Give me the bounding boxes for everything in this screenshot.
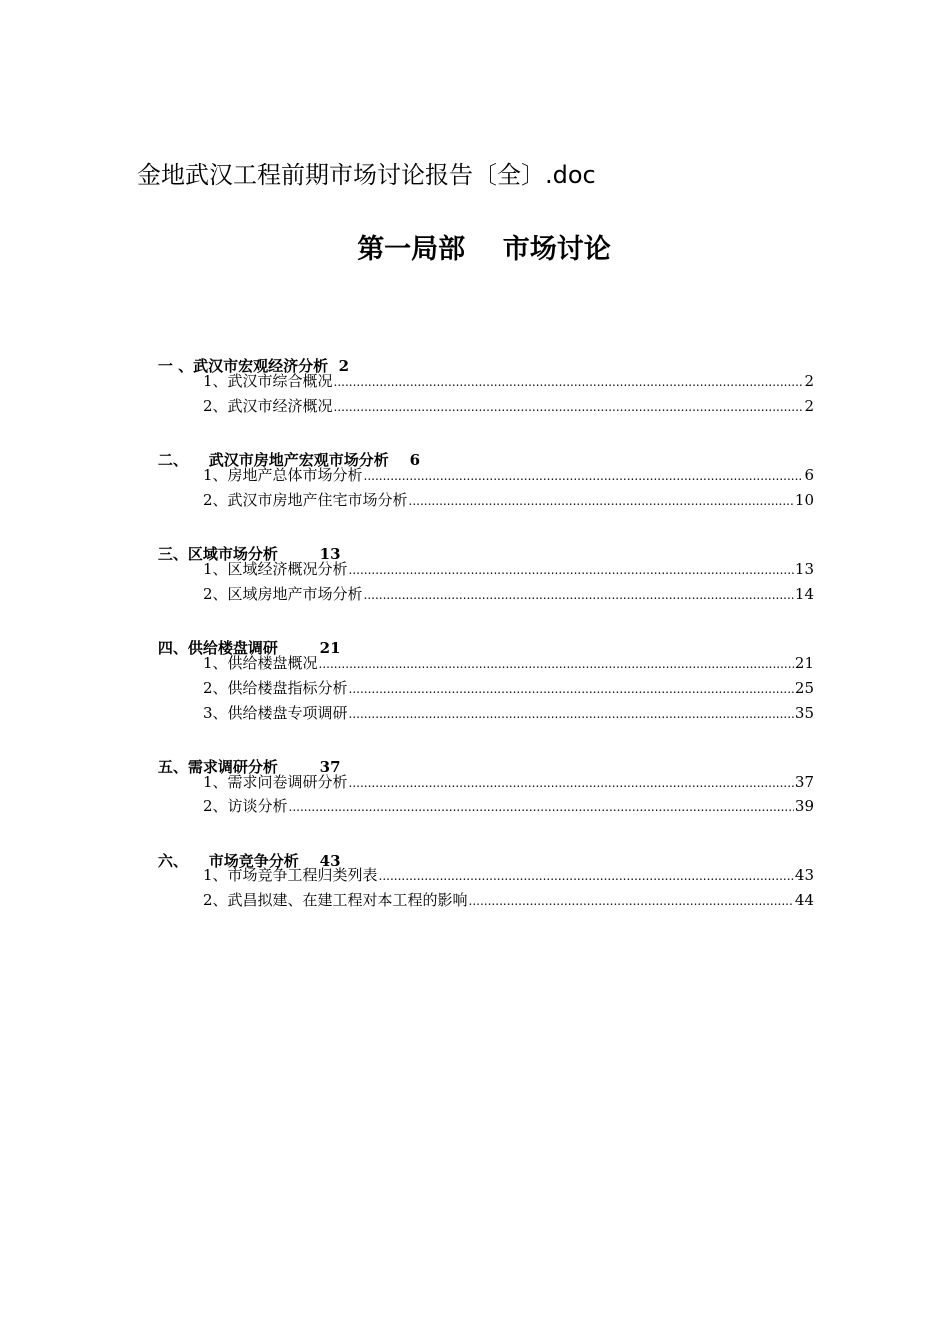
toc-section-label: 二、 武汉市房地产宏观市场分析	[157, 451, 410, 469]
dot-leader	[364, 466, 804, 486]
toc-entry-page: 43	[794, 866, 814, 884]
toc-section-page: 43	[319, 852, 341, 870]
toc-entry-page: 44	[794, 891, 814, 909]
dot-leader	[349, 704, 794, 724]
dot-leader	[469, 891, 794, 911]
toc-entry-label: 1、区域经济概况分析	[203, 560, 348, 578]
dot-leader	[349, 773, 794, 793]
toc-entry[interactable]	[203, 465, 814, 486]
dot-leader	[349, 679, 794, 699]
toc-entry[interactable]	[203, 678, 814, 699]
toc-entry[interactable]	[203, 559, 814, 580]
toc-section-page: 21	[319, 639, 341, 657]
toc-entry[interactable]	[203, 772, 814, 793]
toc-entry[interactable]	[203, 796, 814, 817]
toc-entry-page: 2	[804, 397, 814, 415]
toc-section-page: 2	[338, 357, 349, 375]
toc-entry-label: 2、区域房地产市场分析	[203, 585, 363, 603]
toc-entry-label: 3、供给楼盘专项调研	[203, 704, 348, 722]
toc-entry[interactable]	[203, 490, 814, 511]
dot-leader	[334, 372, 804, 392]
toc-entry-page: 2	[804, 372, 814, 390]
toc-entry-label: 1、房地产总体市场分析	[203, 466, 363, 484]
dot-leader	[379, 866, 794, 886]
toc-section-page: 13	[319, 545, 341, 563]
toc-entry-label: 1、市场竞争工程归类列表	[203, 866, 378, 884]
toc-entry[interactable]	[203, 584, 814, 605]
toc-entry-page: 13	[794, 560, 814, 578]
toc-entry-page: 21	[794, 654, 814, 672]
toc-entry-label: 1、需求问卷调研分析	[203, 773, 348, 791]
toc-entry[interactable]	[203, 371, 814, 392]
toc-entry-page: 6	[804, 466, 814, 484]
toc-section-label: 四、供给楼盘调研	[157, 639, 320, 657]
toc-entry-label: 2、武汉市经济概况	[203, 397, 333, 415]
toc-entry[interactable]	[203, 703, 814, 724]
toc-entry-page: 39	[794, 797, 814, 815]
toc-section-page: 6	[409, 451, 421, 469]
toc-entry-page: 14	[794, 585, 814, 603]
toc-section-label: 一 、武汉市宏观经济分析	[157, 357, 339, 375]
toc-entry-page: 10	[794, 491, 814, 509]
toc-entry[interactable]	[203, 865, 814, 886]
part-heading: 第一局部 市场讨论	[357, 234, 611, 265]
document-file-title: 金地武汉工程前期市场讨论报告〔全〕.doc	[137, 161, 596, 189]
toc-section-label: 六、 市场竞争分析	[157, 852, 320, 870]
dot-leader	[364, 585, 794, 605]
toc-entry-label: 2、供给楼盘指标分析	[203, 679, 348, 697]
toc-entry[interactable]	[203, 396, 814, 417]
toc-entry-label: 2、武汉市房地产住宅市场分析	[203, 491, 408, 509]
dot-leader	[334, 397, 804, 417]
toc-section-label: 三、区域市场分析	[157, 545, 320, 563]
toc-entry[interactable]	[203, 890, 814, 911]
toc-section-page: 37	[319, 758, 341, 776]
toc-entry-page: 25	[794, 679, 814, 697]
toc-entry-page: 35	[794, 704, 814, 722]
toc-entry[interactable]	[203, 653, 814, 674]
toc-entry-label: 2、武昌拟建、在建工程对本工程的影响	[203, 891, 468, 909]
toc-entry-label: 2、访谈分析	[203, 797, 288, 815]
toc-entry-label: 1、供给楼盘概况	[203, 654, 318, 672]
toc-entry-page: 37	[794, 773, 814, 791]
dot-leader	[409, 491, 794, 511]
dot-leader	[289, 797, 794, 817]
dot-leader	[349, 560, 794, 580]
dot-leader	[319, 654, 794, 674]
toc-entry-label: 1、武汉市综合概况	[203, 372, 333, 390]
toc-section-label: 五、需求调研分析	[157, 758, 320, 776]
